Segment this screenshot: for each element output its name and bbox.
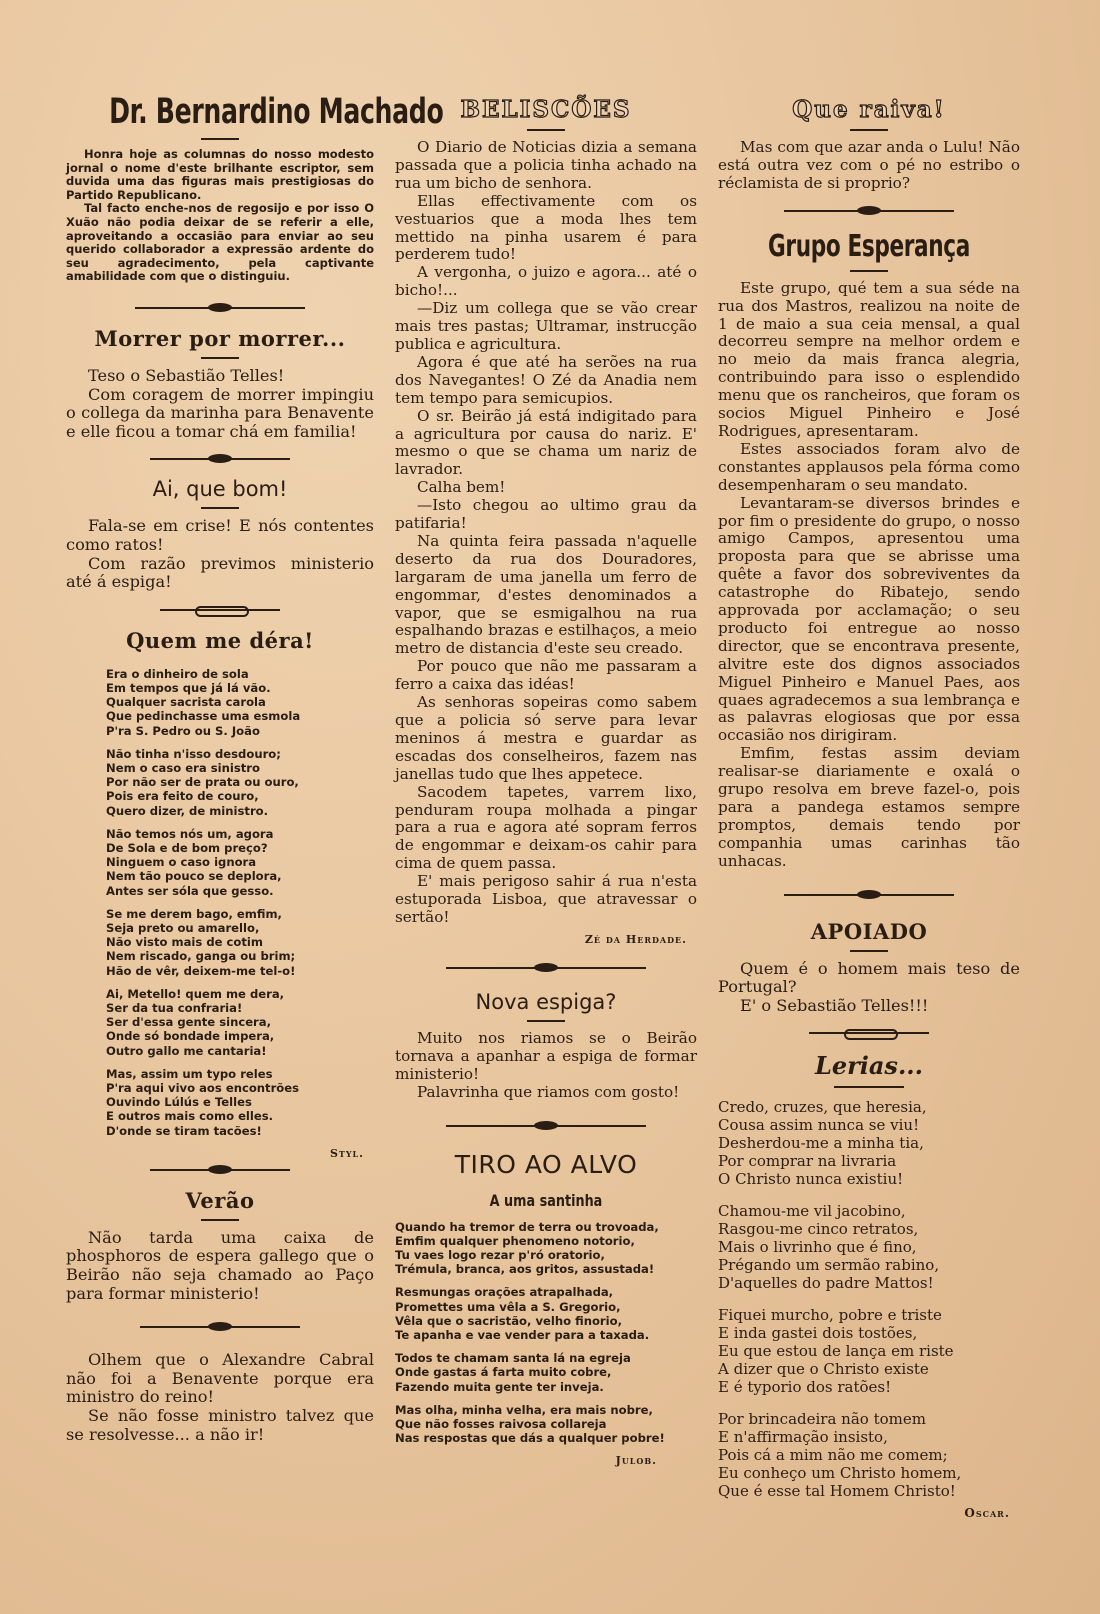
article-ai-que-bom (66, 477, 374, 591)
poem-stanza (395, 1285, 697, 1342)
paragraph: Calha bem! (417, 478, 506, 497)
poem-line: Era o dinheiro de sola (106, 666, 249, 681)
ornament-divider (784, 205, 954, 217)
paragraph: —Isto chegou ao ultimo grau da patifaria! (395, 496, 697, 533)
paragraph: Honra hoje as columnas do nosso modesto jornal o nome d'este brilhante escriptor, sem duvida uma das figuras mais prestigiosas do Partido Republicano. (66, 147, 374, 202)
article-title: Dr. Bernardino Machado (109, 92, 444, 132)
article-title: Grupo Esperança (768, 228, 970, 264)
poem-line: Seja preto ou amarello, (106, 920, 260, 935)
poem-line: Mas, assim um typo reles (106, 1066, 273, 1081)
paragraph: Com razão previmos ministerio até á espiga! (66, 553, 374, 592)
poem-line: Ninguem o caso ignora (106, 855, 257, 870)
poem-line: Promettes uma vêla a S. Gregorio, (395, 1299, 621, 1314)
article-title: Verão (185, 1187, 255, 1213)
title-rule (850, 129, 888, 131)
signature: Zé da Herdade. (584, 932, 687, 946)
article-morrer (66, 326, 374, 441)
poem-line: Fiquei murcho, pobre e triste (718, 1306, 942, 1325)
paragraph: Com coragem de morrer impingiu o collega da marinha para Benavente e elle ficou a tomar chá em familia! (66, 384, 374, 441)
article-apoiado (718, 919, 1020, 1016)
paragraph: E' o Sebastião Telles!!! (740, 995, 929, 1015)
poem-stanza (395, 1220, 697, 1277)
paragraph: Ellas effectivamente com os vestuarios que a moda lhes tem mettido na pinha usarem é para perderem tudo! (395, 191, 697, 264)
paragraph: Sacodem tapetes, varrem lixo, penduram roupa molhada a pingar para a rua e agora até sopram ferros de engommar e deixam-os cahir para cima de quem passa. (395, 782, 697, 873)
poem-line: Mais o livrinho que é fino, (718, 1238, 917, 1257)
ornament-divider (784, 889, 954, 901)
article-title: APOIADO (810, 918, 928, 944)
article-title: Morrer por morrer... (94, 325, 346, 351)
poem-line: E inda gastei dois tostões, (718, 1324, 918, 1343)
signature: Oscar. (964, 1506, 1010, 1521)
paragraph: Palavrinha que riamos com gosto! (417, 1082, 680, 1101)
poem-line: E n'affirmação insisto, (718, 1428, 888, 1447)
article-body (66, 148, 374, 284)
poem-line: Que é esse tal Homem Christo! (718, 1482, 956, 1501)
column-middle (395, 90, 697, 1594)
poem-stanza (106, 667, 374, 738)
paragraph: —Diz um collega que se vão crear mais tres pastas; Ultramar, instrucção publica e agricultura. (395, 299, 697, 353)
article-verao (66, 1188, 374, 1303)
poem-stanza (718, 1202, 1020, 1292)
poem-line: Nas respostas que dás a qualquer pobre! (395, 1431, 665, 1446)
poem-line: Em tempos que já lá vão. (106, 680, 271, 695)
poem-line: Não tinha n'isso desdouro; (106, 746, 281, 761)
poem-line: Que pedinchasse uma esmola (106, 709, 301, 724)
poem-line: Emfim qualquer phenomeno notorio, (395, 1233, 635, 1248)
title-rule (527, 129, 565, 131)
poem-stanza (718, 1098, 1020, 1188)
poem-stanza (106, 827, 374, 898)
paragraph: Na quinta feira passada n'aquelle deserto da rua dos Douradores, largaram de uma janella um ferro de engommar, d'estes denominados a vapor, que se esmigalhou na rua espalhando brazas e estilhaços, a meio metro de distancia d'este seu creado. (395, 531, 697, 658)
poem-line: Se me derem bago, emfim, (106, 906, 282, 921)
ornament-divider (809, 1027, 929, 1039)
poem-line: P'ra aqui vivo aos encontrões (106, 1080, 300, 1095)
title-rule (850, 950, 888, 952)
paragraph: Tal facto enche-nos de regosijo e por isso O Xuão não podia deixar de se referir a elle, aproveitando a occasião para enviar ao seu querido collaborador a expressão ardente do seu agradecimento, pela captivante amabilidade com que o distinguiu. (66, 201, 374, 284)
poem-line: D'aquelles do padre Mattos! (718, 1274, 934, 1293)
poem-stanza (718, 1306, 1020, 1396)
paragraph: Por pouco que não me passaram a ferro a caixa das idéas! (395, 657, 697, 694)
paragraph: O sr. Beirão já está indigitado para a agricultura por causa do nariz. E' mesmo o que se chama um nariz de lavrador. (395, 406, 697, 479)
paragraph: Teso o Sebastião Telles! (88, 365, 285, 385)
article-body (718, 960, 1020, 1016)
article-title: TIRO AO ALVO (454, 1149, 638, 1179)
column-left (66, 90, 444, 1594)
title-rule (201, 507, 239, 509)
paragraph: Muito nos riamos se o Beirão tornava a apanhar a espiga de formar ministerio! (395, 1028, 697, 1083)
article-body (66, 367, 374, 441)
paragraph: Agora é que até ha serões na rua dos Navegantes! O Zé da Anadia nem tem tempo para semicupios. (395, 352, 697, 407)
article-grupo-esperanca (718, 229, 1020, 871)
paragraph: E' mais perigoso sahir á rua n'esta estuporada Lisboa, que atravessar o sertão! (395, 872, 697, 926)
paragraph: Estes associados foram alvo de constantes applausos pela fórma como desempenharam o seu mandato. (718, 439, 1020, 494)
paragraph: Mas com que azar anda o Lulu! Não está outra vez com o pé no estribo o réclamista de si proprio? (718, 138, 1020, 192)
poem-line: Antes ser sóla que gesso. (106, 883, 274, 898)
poem-lerias (718, 1051, 1020, 1520)
article-cabral (66, 1351, 374, 1444)
article-nova-espiga (395, 990, 697, 1102)
poem-line: Nem tão pouco se deplora, (106, 869, 282, 884)
poem-line: Por não ser de prata ou ouro, (106, 775, 299, 790)
signature: Julob. (615, 1454, 657, 1468)
article-body (66, 517, 374, 591)
poem-line: Vêla que o sacristão, velho finorio, (395, 1313, 622, 1328)
article-title: Ai, que bom! (152, 477, 288, 502)
article-body (66, 1229, 374, 1303)
paragraph: Olhem que o Alexandre Cabral não foi a Benavente porque era ministro do reino! (66, 1350, 374, 1407)
article-title: BELISCÕES (460, 96, 632, 123)
poem-line: A dizer que o Christo existe (718, 1360, 929, 1379)
article-subtitle: A uma santinha (489, 1190, 603, 1210)
poem-line: Onde só bondade impera, (106, 1029, 275, 1044)
article-body (66, 1351, 374, 1444)
poem-quem-me-dera (66, 628, 374, 1160)
poem-line: Hão de vêr, deixem-me tel-o! (106, 963, 296, 978)
paragraph: Quem é o homem mais teso de Portugal? (718, 958, 1020, 997)
poem-tiro-ao-alvo (395, 1150, 697, 1468)
article-body (395, 139, 697, 927)
poem-line: Chamou-me vil jacobino, (718, 1202, 906, 1221)
title-rule (834, 1086, 904, 1088)
article-body (718, 139, 1020, 193)
article-bernardino-machado (66, 92, 444, 284)
article-title: Nova espiga? (475, 989, 617, 1014)
poem-line: Não temos nós um, agora (106, 826, 274, 841)
poem-line: Por brincadeira não tomem (718, 1410, 926, 1429)
poem-stanza (106, 747, 374, 818)
article-beliscoes (395, 96, 697, 946)
poem-line: Eu conheço um Christo homem, (718, 1464, 962, 1483)
poem-line: Tu vaes logo rezar p'ró oratorio, (395, 1247, 605, 1262)
article-body (718, 280, 1020, 871)
article-que-raiva (718, 96, 1020, 193)
poem-line: Que não fosses raivosa collareja (395, 1416, 607, 1431)
title-rule (201, 138, 239, 140)
poem-line: Não visto mais de cotim (106, 935, 263, 950)
article-title: Lerias... (814, 1051, 924, 1081)
paragraph: Este grupo, qué tem a sua séde na rua dos Mastros, realizou na noite de 1 de maio a sua ceia mensal, a qual decorreu sempre na melhor ordem e no meio da mais franca alegria, contribuindo para isso o esplendido menu que os rancheiros, que foram os socios Miguel Pinheiro e José Rodrigues, apresentaram. (718, 278, 1020, 440)
poem-line: Nem o caso era sinistro (106, 760, 260, 775)
poem-line: Qualquer sacrista carola (106, 695, 266, 710)
poem-line: E outros mais como elles. (106, 1109, 274, 1124)
poem-line: Te apanha e vae vender para a taxada. (395, 1327, 650, 1342)
paragraph: Não tarda uma caixa de phosphoros de espera gallego que o Beirão não seja chamado ao Paço para formar ministerio! (66, 1227, 374, 1303)
poem-line: Cousa assim nunca se viu! (718, 1116, 920, 1135)
poem-stanza (106, 987, 374, 1058)
poem-line: Pois cá a mim não me comem; (718, 1446, 948, 1465)
poem-line: O Christo nunca existiu! (718, 1170, 904, 1189)
poem-stanza (106, 1067, 374, 1138)
paragraph: Levantaram-se diversos brindes e por fim o presidente do grupo, o nosso amigo Campos, apresentou uma proposta para que se abrisse uma quête a favor dos sobreviventes da catastrophe do Ribatejo, sendo approvada por acclamação; o seu producto foi entregue ao nosso director, que se encontrava presente, alvitre este dos dignos associados Miguel Pinheiro e Manuel Paes, aos quaes agradecemos a sua lembrança e as palavras elogiosas que por essa occasião nos dirigiram. (718, 493, 1020, 745)
poem-line: Todos te chamam santa lá na egreja (395, 1351, 631, 1366)
ornament-divider (446, 1120, 646, 1132)
signature: Styl. (329, 1146, 364, 1160)
poem-line: Ai, Metello! quem me dera, (106, 986, 285, 1001)
poem-line: Pois era feito de couro, (106, 789, 259, 804)
poem-line: Prégando um sermão rabino, (718, 1256, 940, 1275)
poem-line: Trémula, branca, aos gritos, assustada! (395, 1262, 655, 1277)
article-title: Quem me déra! (126, 627, 314, 653)
poem-line: Desherdou-me a minha tia, (718, 1134, 924, 1153)
poem-line: Outro gallo me cantaria! (106, 1043, 267, 1058)
poem-line: Eu que estou de lança em riste (718, 1342, 954, 1361)
title-rule (201, 1219, 239, 1221)
poem-line: Por comprar na livraria (718, 1152, 897, 1171)
paragraph: Fala-se em crise! E nós contentes como ratos! (66, 516, 374, 554)
poem-stanza (718, 1410, 1020, 1500)
poem-line: E é typorio dos ratões! (718, 1378, 892, 1397)
article-body (395, 1030, 697, 1102)
ornament-divider (140, 1321, 300, 1333)
poem-stanza (106, 907, 374, 978)
paragraph: Emfim, festas assim deviam realisar-se diariamente e oxalá o grupo resolva em breve fazel-o, pois para a pandega estamos sempre promptos, demais tendo por companhia umas carinhas tão unhacas. (718, 744, 1020, 870)
ornament-divider (150, 1164, 290, 1176)
poem-stanza (395, 1351, 697, 1394)
ornament-divider (160, 604, 280, 616)
paragraph: O Diario de Noticias dizia a semana passada que a policia tinha achado na rua um bicho de senhora. (395, 138, 697, 192)
poem-line: Quero dizer, de ministro. (106, 803, 269, 818)
ornament-divider (446, 962, 646, 974)
title-rule (850, 270, 888, 272)
poem-line: P'ra S. Pedro ou S. João (106, 723, 260, 738)
poem-line: Fazendo muita gente ter inveja. (395, 1379, 604, 1394)
poem-line: D'onde se tiram tacões! (106, 1123, 262, 1138)
paragraph: As senhoras sopeiras como sabem que a policia só serve para levar meninos á mestra e guardar as escadas dos conselheiros, fazem nas janellas tudo que lhes appetece. (395, 693, 697, 783)
title-rule (201, 357, 239, 359)
poem-line: Ser d'essa gente sincera, (106, 1015, 272, 1030)
ornament-divider (135, 302, 305, 314)
poem-line: Ouvindo Lúlús e Telles (106, 1095, 252, 1110)
paragraph: A vergonha, o juizo e agora... até o bicho!... (395, 263, 697, 300)
poem-line: Credo, cruzes, que heresia, (718, 1098, 927, 1117)
ornament-divider (150, 453, 290, 465)
poem-line: Mas olha, minha velha, era mais nobre, (395, 1402, 653, 1417)
poem-line: Resmungas orações atrapalhada, (395, 1285, 614, 1300)
poem-line: Onde gastas á farta muito cobre, (395, 1365, 612, 1380)
column-right (718, 90, 1020, 1594)
poem-line: Quando ha tremor de terra ou trovoada, (395, 1219, 659, 1234)
poem-line: De Sola e de bom preço? (106, 840, 268, 855)
title-rule (527, 1020, 565, 1022)
paragraph: Se não fosse ministro talvez que se resolvesse... a não ir! (66, 1405, 374, 1444)
poem-line: Nem riscado, ganga ou brim; (106, 949, 296, 964)
poem-stanza (395, 1403, 697, 1446)
poem-line: Ser da tua confraria! (106, 1000, 243, 1015)
article-title: Que raiva! (792, 96, 946, 123)
poem-line: Rasgou-me cinco retratos, (718, 1220, 919, 1239)
